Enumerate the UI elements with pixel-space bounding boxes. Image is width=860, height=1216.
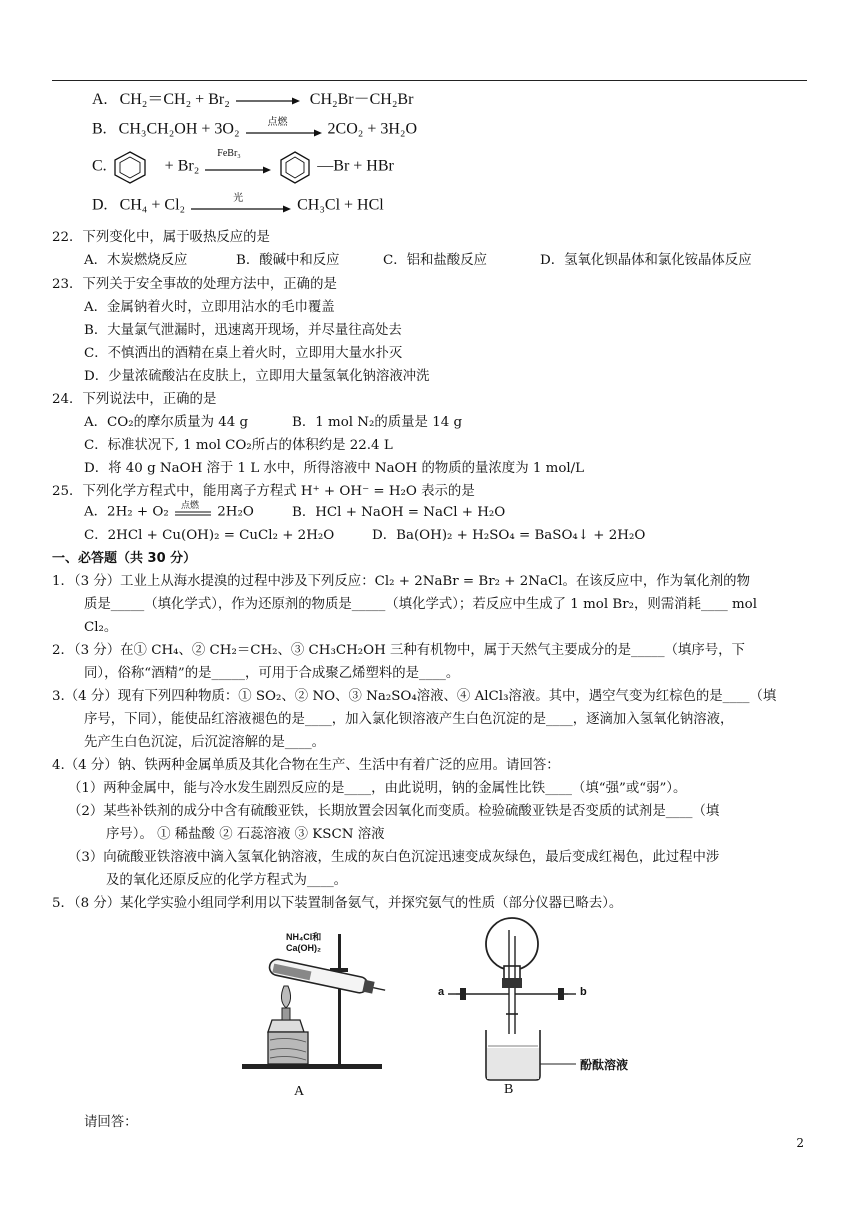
reaction-option-a: A. CH₂＝CH₂ + Br₂ CH₂Br－CH₂Br: [92, 91, 414, 108]
reaction-arrow-d: 光: [189, 195, 293, 217]
answer-prompt: 请回答：: [84, 1115, 138, 1130]
item-3-line-2: 序号，下同），能使品红溶液褪色的是____，加入氯化钡溶液产生白色沉淀的是____，逐滴加入氢氧化钠溶液，: [84, 712, 734, 727]
reaction-option-d: D. CH₄ + Cl₂ 光 CH₃Cl + HCl: [92, 195, 384, 217]
question-22-option-c: C．铝和盐酸反应: [383, 253, 487, 268]
question-23-option-d: D．少量浓硫酸沾在皮肤上，立即用大量氢氧化钠溶液冲洗: [84, 369, 430, 384]
apparatus-a-figure: [238, 924, 390, 1104]
item-1-line-1: 1．（3 分）工业上从海水提溴的过程中涉及下列反应：Cl₂ + 2NaBr = Br₂ + 2NaCl。在该反应中，作为氧化剂的物: [52, 574, 750, 589]
benzene-ring-icon: [111, 150, 149, 184]
reaction-arrow-b: 点燃: [244, 119, 324, 141]
item-3-line-3: 先产生白色沉淀，后沉淀溶解的是____。: [84, 735, 326, 750]
phenolphthalein-label: 酚酞溶液: [580, 1058, 629, 1072]
question-22-option-b: B．酸碱中和反应: [236, 253, 340, 268]
benzene-ring-product-icon: [277, 150, 313, 184]
valve-label-b: b: [580, 986, 587, 998]
question-22-stem: 22．下列变化中，属于吸热反应的是: [52, 230, 270, 245]
item-4-line-1: 4.（4 分）钠、铁两种金属单质及其化合物在生产、生活中有着广泛的应用。请回答：: [52, 758, 560, 773]
reagent-label-line-2: Ca(OH)₂: [286, 943, 321, 953]
reaction-option-c: C. + Br₂ FeBr₃ —Br + HBr: [92, 150, 394, 184]
question-25-option-d: D．Ba(OH)₂ + H₂SO₄ = BaSO₄↓ + 2H₂O: [372, 528, 646, 543]
item-4-part-1: （1）两种金属中，能与冷水发生剧烈反应的是____，由此说明，钠的金属性比铁____（填“强”或“弱”）。: [68, 781, 687, 796]
apparatus-b-figure: [436, 914, 646, 1104]
reaction-arrow-a: [234, 94, 302, 106]
item-2-line-2: 同），俗称“酒精”的是_____，可用于合成聚乙烯塑料的是____。: [84, 666, 460, 681]
question-24-option-b: B．1 mol N₂的质量是 14 g: [292, 415, 463, 430]
question-23-option-b: B．大量氯气泄漏时，迅速离开现场，并尽量往高处去: [84, 323, 402, 338]
reagent-label-line-1: NH₄Cl和: [286, 932, 322, 942]
item-1-line-2: 质是_____（填化学式），作为还原剂的物质是_____（填化学式）；若反应中生成了 1 mol Br₂，则需消耗____ mol: [84, 597, 758, 612]
question-24-option-d: D．将 40 g NaOH 溶于 1 L 水中，所得溶液中 NaOH 的物质的量浓度为 1 mol/L: [84, 461, 585, 476]
question-24-option-c: C．标准状况下, 1 mol CO₂所占的体积约是 22.4 L: [84, 438, 393, 453]
item-4-part-3-line-1: （3）向硫酸亚铁溶液中滴入氢氧化钠溶液，生成的灰白色沉淀迅速变成灰绿色，最后变成红褐色，此过程中涉: [68, 850, 720, 865]
equals-condition-mark: 点燃: [180, 501, 199, 511]
question-23-stem: 23．下列关于安全事故的处理方法中，正确的是: [52, 277, 337, 292]
question-25-option-b: B．HCl + NaOH = NaCl + H₂O: [292, 505, 506, 520]
item-2-line-1: 2．（3 分）在① CH₄、② CH₂＝CH₂、③ CH₃CH₂OH 三种有机物中，属于天然气主要成分的是_____（填序号，下: [52, 643, 745, 658]
item-5-line-1: 5．（8 分）某化学实验小组同学利用以下装置制备氨气，并探究氨气的性质（部分仪器已略去）。: [52, 896, 623, 911]
section-title: 一、必答题（共 30 分）: [52, 551, 197, 566]
figure-label-b: B: [504, 1082, 514, 1097]
page-number: 2: [796, 1136, 804, 1150]
item-4-part-3-line-2: 及的氧化还原反应的化学方程式为____。: [106, 873, 348, 888]
reaction-arrow-c: FeBr₃: [203, 155, 273, 179]
question-24-stem: 24．下列说法中，正确的是: [52, 392, 217, 407]
reaction-option-b: B. CH₃CH₂OH + 3O₂ 点燃 2CO₂ + 3H₂O: [92, 119, 417, 141]
question-24-option-a: A．CO₂的摩尔质量为 44 g: [84, 415, 249, 430]
valve-label-a: a: [438, 986, 445, 998]
question-22-option-d: D．氢氧化钡晶体和氯化铵晶体反应: [540, 253, 752, 268]
question-25-option-a: A．2H₂ + O₂ 点燃 2H₂O: [84, 501, 254, 520]
question-23-option-a: A．金属钠着火时，立即用沾水的毛巾覆盖: [84, 300, 335, 315]
header-rule: [52, 80, 807, 81]
question-23-option-c: C．不慎洒出的酒精在桌上着火时，立即用大量水扑灭: [84, 346, 403, 361]
question-22-option-a: A．木炭燃烧反应: [84, 253, 188, 268]
question-25-option-c: C．2HCl + Cu(OH)₂ = CuCl₂ + 2H₂O: [84, 528, 335, 543]
item-1-line-3: Cl₂。: [84, 620, 118, 635]
item-4-part-2-line-1: （2）某些补铁剂的成分中含有硫酸亚铁，长期放置会因氧化而变质。检验硫酸亚铁是否变质的试剂是____（填: [68, 804, 720, 819]
question-25-stem: 25．下列化学方程式中，能用离子方程式 H⁺ + OH⁻ = H₂O 表示的是: [52, 484, 475, 499]
item-4-part-2-line-2: 序号）。 ① 稀盐酸 ② 石蕊溶液 ③ KSCN 溶液: [106, 827, 385, 842]
item-3-line-1: 3.（4 分）现有下列四种物质：① SO₂、② NO、③ Na₂SO₄溶液、④ AlCl₃溶液。其中，遇空气变为红棕色的是____（填: [52, 689, 777, 704]
figure-label-a: A: [294, 1084, 305, 1099]
